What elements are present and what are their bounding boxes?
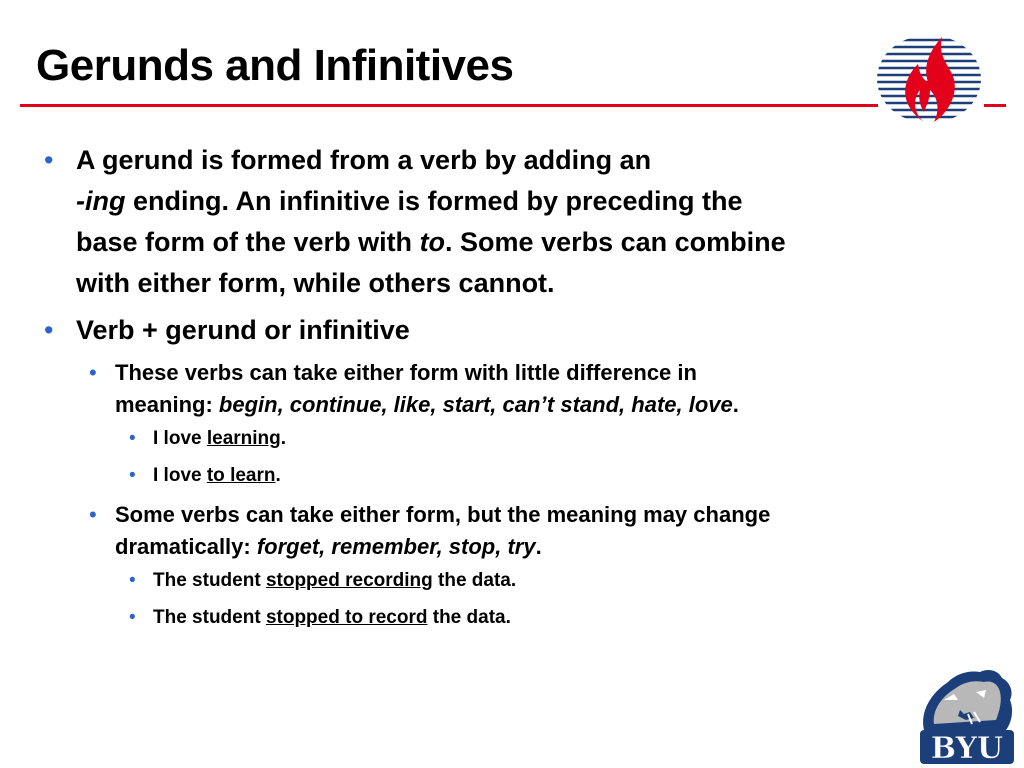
slide-body (40, 140, 1000, 641)
sub-bullet-meaning-change (40, 499, 1000, 563)
bullet-gerund-definition (40, 140, 1000, 304)
bullet-dot: • (129, 607, 136, 628)
underlined-phrase: stopped to record (265, 607, 428, 628)
example-item: • I love to learn. (40, 462, 1000, 490)
text-line: dramatically: forget, remember, stop, try. (115, 534, 542, 559)
bullet-dot: • (129, 428, 136, 449)
underlined-phrase: learning (206, 428, 281, 449)
text-line: These verbs can take either form with little difference in (115, 360, 697, 385)
underlined-phrase: to learn (206, 465, 276, 486)
text-line: A gerund is formed from a verb by adding an (76, 145, 652, 175)
italic-ing: -ing (76, 186, 126, 216)
byu-logo-text: BYU (930, 731, 1004, 766)
bullet-dot: • (129, 570, 136, 591)
underlined-phrase: stopped recording (265, 570, 433, 591)
text-line: Verb + gerund or infinitive (76, 315, 410, 345)
text-line: meaning: begin, continue, like, start, can’t stand, hate, love. (115, 392, 739, 417)
text-line: Some verbs can take either form, but the meaning may change (115, 502, 771, 527)
bullet-dot: • (89, 502, 97, 527)
bullet-verb-gerund-infinitive (40, 310, 1000, 351)
example-item: • The student stopped recording the data. (40, 567, 1000, 595)
flame-stripes-logo-icon (876, 34, 982, 124)
verb-list: forget, remember, stop, try (256, 534, 536, 559)
title-underline (20, 104, 878, 107)
slide-title: Gerunds and Infinitives (36, 41, 514, 90)
bullet-dot: • (44, 145, 54, 175)
example-item: • The student stopped to record the data. (40, 604, 1000, 632)
byu-cougar-logo-icon (914, 664, 1018, 766)
italic-to: to (419, 227, 446, 257)
text-line: base form of the verb with to. Some verbs can combine (76, 227, 786, 257)
sub-bullet-little-difference (40, 357, 1000, 421)
example-item: • I love learning. (40, 425, 1000, 453)
title-underline-tail (984, 104, 1006, 107)
text-line: -ing ending. An infinitive is formed by preceding the (76, 186, 743, 216)
verb-list: begin, continue, like, start, can’t stand, hate, love (218, 392, 733, 417)
bullet-dot: • (129, 465, 136, 486)
text-line: with either form, while others cannot. (76, 268, 555, 298)
bullet-dot: • (44, 315, 54, 345)
bullet-dot: • (89, 360, 97, 385)
